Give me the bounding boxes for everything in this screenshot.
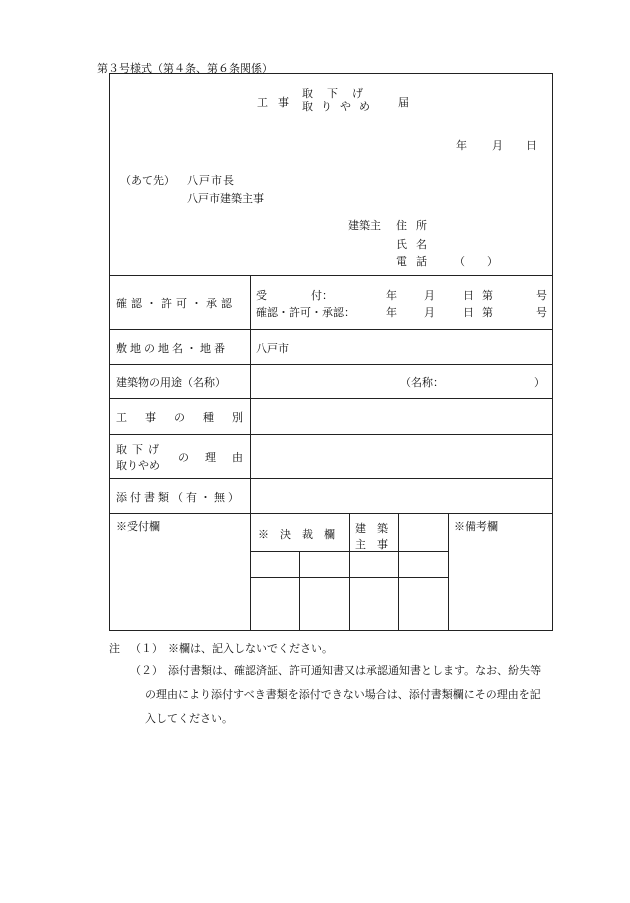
use-label: 建築物の用途（名称）: [116, 376, 226, 389]
note-2-line-1: 添付書類は、確認済証、許可通知書又は承認通知書とします。なお、紛失等: [168, 664, 542, 677]
date-day: 日: [526, 139, 537, 152]
builder-label-2: 主 事: [355, 538, 388, 551]
receipt-year: 年: [386, 289, 397, 302]
reason-label-suffix: の理由: [178, 451, 259, 464]
applicant-phone-paren: （ ）: [454, 255, 498, 268]
notice-form: [109, 73, 553, 631]
date-month: 月: [492, 139, 503, 152]
date-year: 年: [456, 139, 467, 152]
addressee-official: 八戸市建築主事: [187, 192, 264, 205]
use-name-close: ）: [534, 376, 545, 389]
site-label: 敷地の地名・地番: [116, 342, 228, 355]
title-line-1: 取下げ: [302, 87, 377, 100]
site-value[interactable]: 八戸市: [256, 342, 289, 355]
form-number: 第３号様式（第４条、第６条関係）: [97, 62, 273, 75]
applicant-name: 氏名: [396, 238, 436, 251]
addressee-label: （あて先）: [120, 174, 175, 187]
note-2-line-2: の理由により添付すべき書類を添付できない場合は、添付書類欄にその理由を記: [145, 688, 541, 701]
approval-label: 確認・許可・承認：: [256, 306, 355, 319]
title-prefix: 工事: [257, 96, 299, 109]
remarks-label: ※備考欄: [454, 520, 498, 533]
receipt-day: 日: [463, 289, 474, 302]
applicant-label: 建築主: [348, 219, 381, 232]
approval-month: 月: [424, 306, 435, 319]
note-1-text: ※欄は、記入しないでください。: [168, 642, 333, 655]
title-line-2: 取りやめ: [302, 100, 378, 113]
note-2-number: （２）: [130, 664, 163, 677]
approval-go: 号: [536, 306, 547, 319]
receipt-month: 月: [424, 289, 435, 302]
note-1-number: （１）: [130, 642, 163, 655]
receipt-go: 号: [536, 289, 547, 302]
builder-label-1: 建 築: [355, 522, 388, 535]
approval-dai: 第: [482, 306, 493, 319]
notes-prefix: 注: [109, 642, 120, 655]
approval-year: 年: [386, 306, 397, 319]
title-suffix: 届: [398, 96, 409, 109]
reason-label-line1: 取下げ: [116, 443, 164, 456]
receipt-dai: 第: [482, 289, 493, 302]
decision-label: ※決裁欄: [258, 528, 346, 541]
use-name-label[interactable]: （名称：: [400, 376, 444, 389]
attachments-label: 添付書類（有・無）: [116, 491, 242, 504]
confirmation-label: 確認・許可・承認: [116, 297, 236, 310]
applicant-address: 住所: [396, 219, 436, 232]
applicant-phone: 電話: [396, 255, 436, 268]
reception-label: ※受付欄: [116, 520, 160, 533]
reason-label-line2: 取りやめ: [116, 459, 160, 472]
approval-day: 日: [463, 306, 474, 319]
work-type-label: 工事の種別: [116, 411, 261, 424]
addressee-mayor: 八戸市長: [187, 174, 235, 187]
note-2-line-3: 入してください。: [145, 712, 233, 725]
receipt-label: 受 付：: [256, 289, 333, 302]
